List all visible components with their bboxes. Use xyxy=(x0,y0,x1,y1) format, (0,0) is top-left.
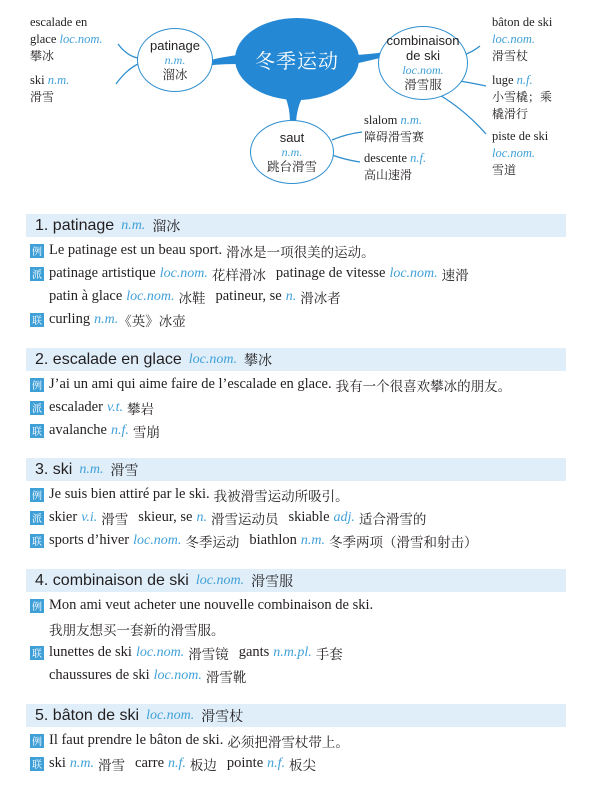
mm-zh: 滑雪杖 xyxy=(492,49,529,63)
term-pos: n.f. xyxy=(110,422,129,438)
term-zh: 滑雪镜 xyxy=(188,646,229,663)
mm-word: luge xyxy=(492,73,514,87)
example-line xyxy=(30,595,373,616)
term-word: ski xyxy=(49,755,66,771)
mindmap-descente xyxy=(364,150,426,184)
example-line xyxy=(30,730,349,751)
example-tag: 例 xyxy=(30,488,44,502)
term-zh: 滑雪靴 xyxy=(205,669,247,686)
section-pos: n.m. xyxy=(121,217,146,233)
section-header xyxy=(26,458,566,481)
mm-pos: n.m. xyxy=(47,73,70,87)
term-word: carre xyxy=(135,755,165,771)
term-word: patineur, se xyxy=(215,288,282,304)
related-line xyxy=(30,309,186,330)
derived-tag: 派 xyxy=(30,511,44,525)
example-tag: 例 xyxy=(30,244,44,258)
term-word: patin à glace xyxy=(49,288,123,304)
bubble-zh: 跳台滑雪 xyxy=(266,158,317,174)
related-line xyxy=(30,642,343,663)
section-zh: 滑雪杖 xyxy=(201,708,244,725)
mm-pos: n.f. xyxy=(410,151,427,165)
derived-line xyxy=(30,507,426,528)
mm-pos: loc.nom. xyxy=(59,32,103,46)
mm-zh: 障碍滑雪赛 xyxy=(364,130,425,144)
term-zh: 板尖 xyxy=(289,757,317,774)
mindmap-luge xyxy=(492,72,552,123)
mm-pos: loc.nom. xyxy=(492,32,536,46)
term-word: escalader xyxy=(49,399,103,415)
section-pos: loc.nom. xyxy=(188,351,237,367)
term-pos: v.t. xyxy=(106,399,124,415)
term-pos: n.f. xyxy=(267,755,286,771)
bubble-zh: 滑雪服 xyxy=(404,77,442,92)
bubble-pos: n.m. xyxy=(281,144,303,159)
section-title: 2. escalade en glace xyxy=(35,350,182,368)
section-header xyxy=(26,704,566,727)
section-pos: loc.nom. xyxy=(195,572,245,588)
section-pos: loc.nom. xyxy=(146,707,195,723)
related-line-cont xyxy=(49,665,246,686)
term-word: skieur, se xyxy=(138,509,193,525)
term-pos: n.f. xyxy=(168,755,186,771)
mm-zh-line1: 小雪橇；乘 xyxy=(492,90,553,104)
example-line xyxy=(30,240,375,261)
example-line-zh xyxy=(49,618,225,639)
term-zh: 《英》冰壶 xyxy=(118,313,186,330)
term-word: lunettes de ski xyxy=(49,644,132,660)
term-zh: 滑雪 xyxy=(98,757,126,774)
example-fr: Je suis bien attiré par le ski. xyxy=(49,486,210,502)
mm-word: descente xyxy=(364,151,408,165)
example-line xyxy=(30,374,511,395)
section-title: 1. patinage xyxy=(35,216,115,234)
term-word: skier xyxy=(49,509,78,525)
bubble-word-line1: combinaison xyxy=(386,33,460,48)
bubble-combinaison xyxy=(378,26,468,100)
mm-zh: 滑雪 xyxy=(30,90,55,104)
term-pos: loc.nom. xyxy=(153,667,202,683)
example-fr: Mon ami veut acheter une nouvelle combinaison de ski. xyxy=(49,597,374,613)
mm-word: piste de ski xyxy=(492,129,549,143)
example-zh: 我朋友想买一套新的滑雪服。 xyxy=(49,622,225,639)
term-zh: 滑雪 xyxy=(101,511,129,528)
related-tag: 联 xyxy=(30,757,44,771)
mindmap-baton xyxy=(492,14,552,65)
mm-pos: n.m. xyxy=(400,113,422,127)
example-fr: J’ai un ami qui aime faire de l’escalade en glace. xyxy=(49,376,332,392)
term-pos: adj. xyxy=(333,509,355,525)
mm-word: bâton de ski xyxy=(492,15,553,29)
derived-tag: 派 xyxy=(30,401,44,415)
section-pos: n.m. xyxy=(79,461,104,477)
section-zh: 溜冰 xyxy=(152,218,181,235)
bubble-saut xyxy=(250,120,334,184)
related-tag: 联 xyxy=(30,534,44,548)
derived-line xyxy=(30,397,154,418)
example-tag: 例 xyxy=(30,378,44,392)
section-header xyxy=(26,569,566,592)
term-word: avalanche xyxy=(49,422,107,438)
bubble-pos: n.m. xyxy=(164,52,186,67)
mm-word: slalom xyxy=(364,113,398,127)
derived-tag: 派 xyxy=(30,267,44,281)
bubble-word: patinage xyxy=(150,37,200,53)
example-fr: Il faut prendre le bâton de ski. xyxy=(49,732,224,748)
section-zh: 攀冰 xyxy=(244,352,272,369)
section-title: 4. combinaison de ski xyxy=(35,571,189,589)
example-tag: 例 xyxy=(30,734,44,748)
section-zh: 滑雪 xyxy=(110,462,139,479)
term-word: chaussures de ski xyxy=(49,667,150,683)
related-line xyxy=(30,530,478,551)
section-header xyxy=(26,214,566,237)
derived-line-cont xyxy=(49,286,341,307)
term-pos: n. xyxy=(196,509,207,525)
related-tag: 联 xyxy=(30,646,44,660)
term-pos: n.m. xyxy=(94,311,119,327)
mm-word-line2 xyxy=(30,31,103,48)
term-zh: 手套 xyxy=(315,646,343,663)
mindmap-ski xyxy=(30,72,69,106)
mindmap-piste xyxy=(492,128,548,179)
term-word: patinage artistique xyxy=(49,265,156,281)
mindmap-escalade xyxy=(30,14,103,65)
term-pos: loc.nom. xyxy=(126,288,175,304)
mm-pos: loc.nom. xyxy=(492,146,536,160)
bubble-word-line2: de ski xyxy=(406,48,440,63)
section-zh: 滑雪服 xyxy=(251,573,294,590)
example-zh: 必须把滑雪杖带上。 xyxy=(227,734,349,751)
example-fr: Le patinage est un beau sport. xyxy=(49,242,223,258)
bubble-word: saut xyxy=(279,129,305,145)
example-zh: 滑冰是一项很美的运动。 xyxy=(226,244,375,261)
bubble-pos: loc.nom. xyxy=(402,63,444,77)
bubble-patinage xyxy=(137,28,213,92)
mindmap-slalom xyxy=(364,112,424,146)
term-pos: n.m. xyxy=(300,532,326,548)
term-pos: n.m.pl. xyxy=(273,644,312,660)
term-word: curling xyxy=(49,311,91,327)
mm-word: ski xyxy=(30,73,45,87)
mm-word: glace xyxy=(30,32,57,46)
mm-zh: 雪道 xyxy=(492,163,517,177)
example-tag: 例 xyxy=(30,599,44,613)
term-word: pointe xyxy=(226,755,264,771)
term-zh: 冬季两项（滑雪和射击） xyxy=(329,534,478,551)
term-pos: loc.nom. xyxy=(389,265,438,281)
term-zh: 适合滑雪的 xyxy=(358,511,427,528)
derived-line xyxy=(30,263,469,284)
term-word: skiable xyxy=(288,509,330,525)
term-zh: 滑雪运动员 xyxy=(210,511,279,528)
term-zh: 雪崩 xyxy=(132,424,160,441)
mm-zh: 高山速滑 xyxy=(364,168,413,182)
mm-pos: n.f. xyxy=(516,73,533,87)
term-zh: 板边 xyxy=(189,757,217,774)
term-pos: n. xyxy=(285,288,297,304)
related-tag: 联 xyxy=(30,313,44,327)
term-pos: loc.nom. xyxy=(133,532,182,548)
term-pos: v.i. xyxy=(81,509,98,525)
example-line xyxy=(30,484,349,505)
term-zh: 花样滑冰 xyxy=(211,267,266,284)
mindmap-center-topic: 冬季运动 xyxy=(235,18,359,100)
section-title: 5. bâton de ski xyxy=(35,706,140,724)
related-tag: 联 xyxy=(30,424,44,438)
term-pos: n.m. xyxy=(69,755,95,771)
term-zh: 速滑 xyxy=(441,267,469,284)
term-word: sports d’hiver xyxy=(49,532,130,548)
term-zh: 冬季运动 xyxy=(185,534,240,551)
term-word: biathlon xyxy=(249,532,297,548)
mm-zh: 攀冰 xyxy=(30,49,55,63)
term-word: gants xyxy=(238,644,270,660)
section-title: 3. ski xyxy=(35,460,73,478)
term-zh: 攀岩 xyxy=(127,401,155,418)
related-line xyxy=(30,753,316,774)
mm-word: escalade en xyxy=(30,15,88,29)
term-pos: loc.nom. xyxy=(135,644,185,660)
term-pos: loc.nom. xyxy=(159,265,208,281)
example-zh: 我有一个很喜欢攀冰的朋友。 xyxy=(335,378,512,395)
example-zh: 我被滑雪运动所吸引。 xyxy=(213,488,349,505)
related-line xyxy=(30,420,160,441)
section-header xyxy=(26,348,566,371)
term-word: patinage de vitesse xyxy=(275,265,386,281)
term-zh: 冰鞋 xyxy=(178,290,206,307)
bubble-zh: 溜冰 xyxy=(162,66,188,82)
term-zh: 滑冰者 xyxy=(300,290,341,307)
mm-zh-line2: 橇滑行 xyxy=(492,107,529,121)
